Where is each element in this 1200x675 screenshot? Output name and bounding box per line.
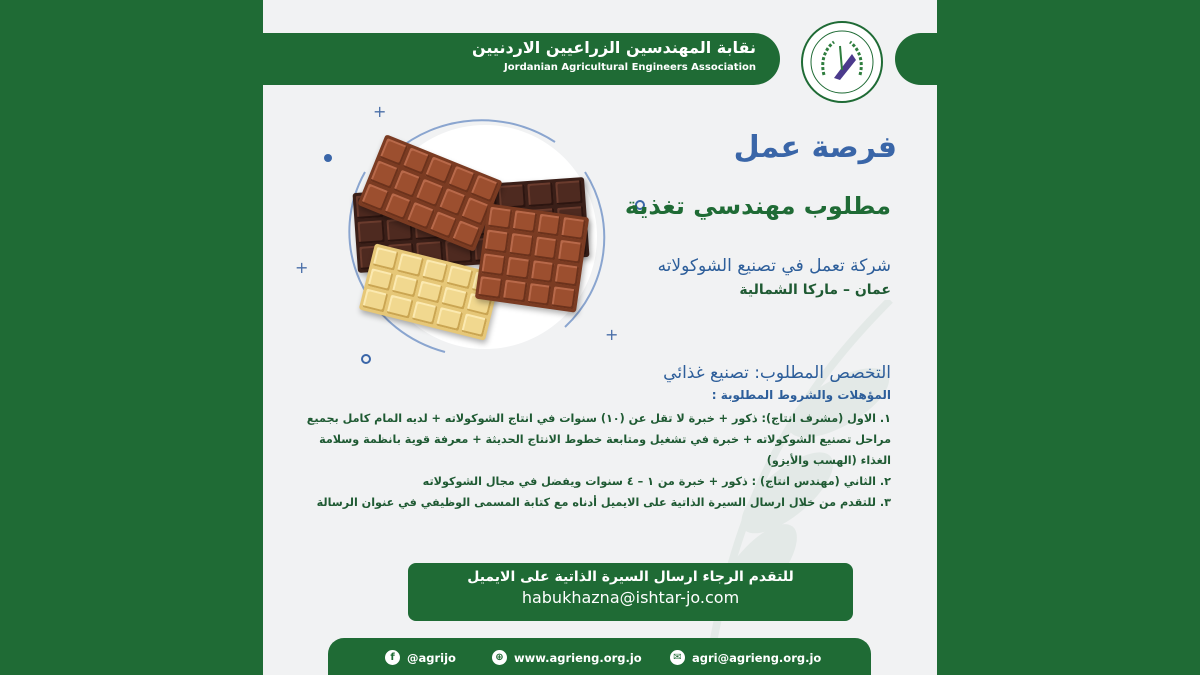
website-link[interactable]: [492, 650, 642, 665]
globe-icon: ⊕: [492, 650, 507, 665]
apply-contact-box: [408, 563, 853, 621]
qualifications-list: [299, 408, 891, 513]
qualification-line: ١. الاول (مشرف انتاج): ذكور + خبرة لا تقل عن (١٠) سنوات في انتاج الشوكولاته + لديه المام كامل بجميع: [306, 412, 891, 425]
apply-instruction: للتقدم الرجاء ارسال السيرة الذاتية على الايميل: [467, 569, 794, 585]
dot-decoration: [324, 154, 332, 162]
footer-email: agri@agrieng.org.jo: [692, 650, 822, 665]
position-title: مطلوب مهندسي تغذية: [624, 192, 891, 220]
required-specialization: التخصص المطلوب: تصنيع غذائي: [663, 363, 891, 383]
email-link[interactable]: [670, 650, 821, 665]
plus-decoration: +: [373, 102, 387, 121]
org-name-arabic: نقابة المهندسين الزراعيين الاردنيين: [472, 38, 756, 57]
footer-bar: [328, 638, 871, 675]
qualifications-heading: المؤهلات والشروط المطلوبة :: [711, 388, 891, 402]
apply-email-link[interactable]: habukhazna@ishtar-jo.com: [521, 588, 740, 607]
dot-decoration: [361, 354, 371, 364]
website-url: www.agrieng.org.jo: [514, 650, 642, 665]
job-opportunity-title: فرصة عمل: [733, 130, 897, 165]
qualification-line: الغذاء (الهسب والأيزو): [766, 454, 891, 467]
milk-chocolate-bar: [475, 203, 589, 312]
org-name-english: Jordanian Agricultural Engineers Association: [504, 62, 756, 73]
mail-icon: ✉: [670, 650, 685, 665]
plus-decoration: +: [605, 325, 619, 344]
header-accent: [895, 33, 937, 85]
job-poster: [263, 0, 937, 675]
association-logo: [800, 20, 884, 104]
facebook-handle: @agrijo: [407, 650, 456, 665]
qualification-line: ٣. للتقدم من خلال ارسال السيرة الذاتية على الايميل أدناه مع كتابة المسمى الوظيفي في عنوان الرسالة: [316, 496, 891, 509]
header-banner: [263, 33, 780, 85]
qualification-line: ٢. الثاني (مهندس انتاج) : ذكور + خبرة من ١ – ٤ سنوات ويفضل في مجال الشوكولاته: [422, 475, 891, 488]
job-location: عمان – ماركا الشمالية: [739, 282, 891, 298]
qualification-line: مراحل تصنيع الشوكولاته + خبرة في تشغيل ومتابعة خطوط الانتاج الحديثة + معرفة قوية بانظمة وسلامة: [319, 433, 891, 446]
facebook-link[interactable]: [385, 650, 456, 665]
company-description: شركة تعمل في تصنيع الشوكولاته: [657, 256, 891, 276]
plus-decoration: +: [295, 258, 309, 277]
facebook-icon: f: [385, 650, 400, 665]
